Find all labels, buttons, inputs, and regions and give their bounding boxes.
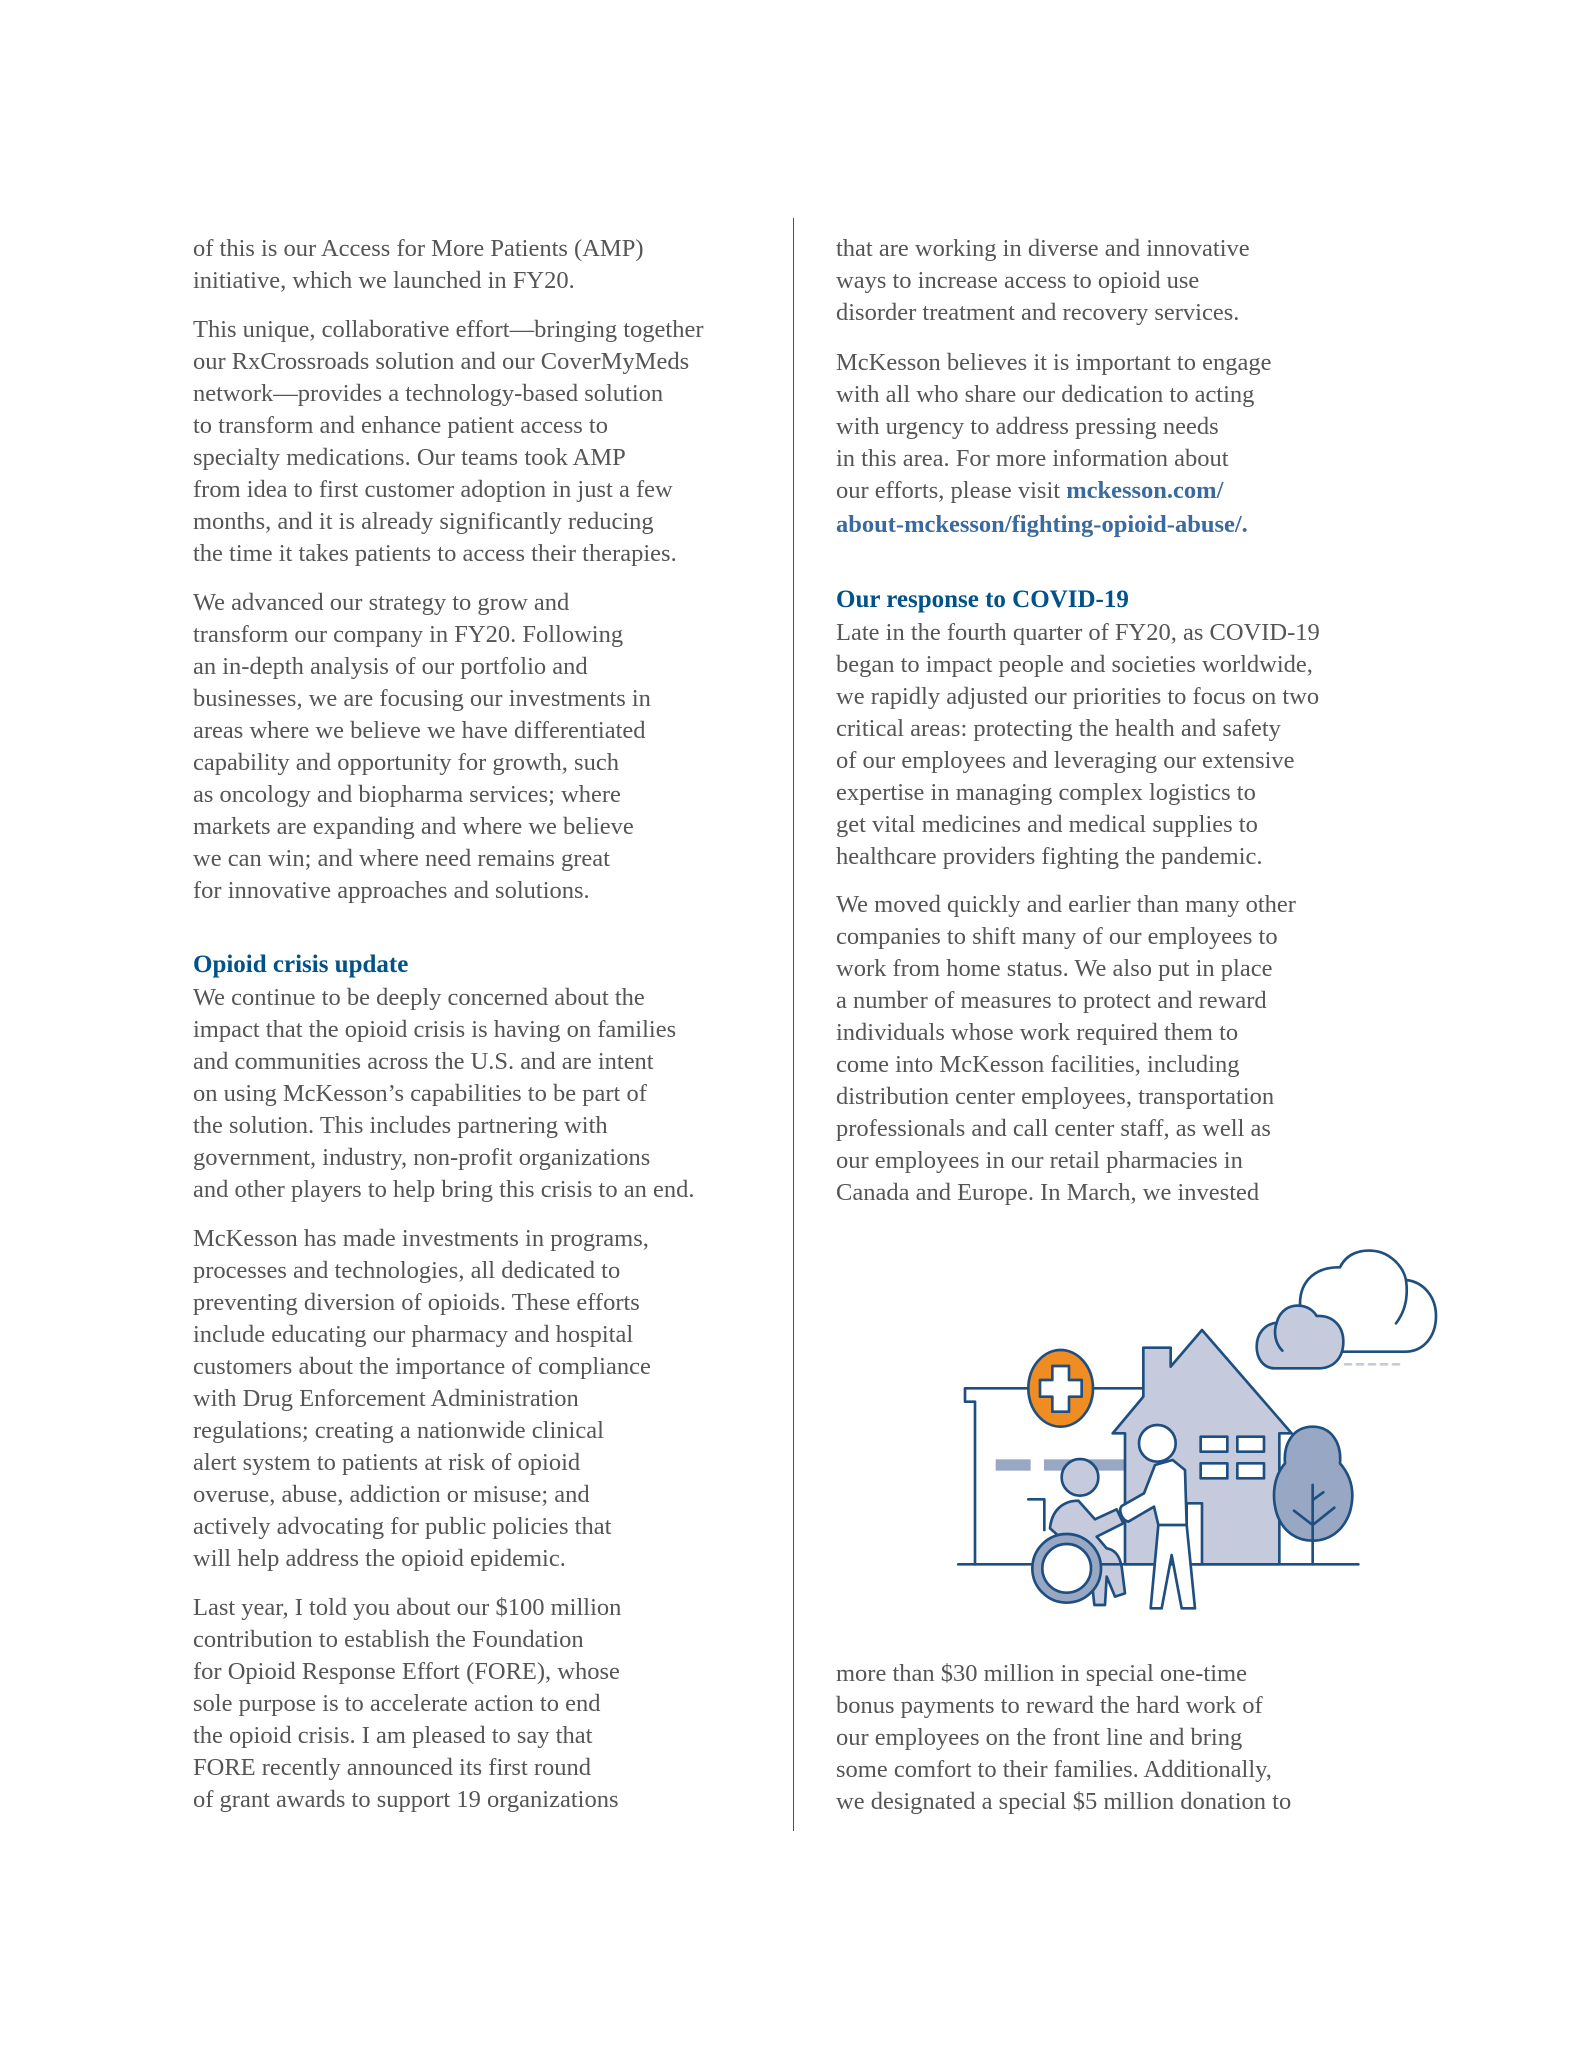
- text-line: individuals whose work required them to: [836, 1019, 1239, 1046]
- text-line: our RxCrossroads solution and our CoverMyMeds: [193, 348, 690, 375]
- text-line: bonus payments to reward the hard work of: [836, 1692, 1263, 1719]
- text-line: distribution center employees, transportation: [836, 1083, 1275, 1110]
- paragraph-fore-continued: [836, 233, 1250, 329]
- text-line: to transform and enhance patient access to: [193, 412, 608, 439]
- text-line: more than $30 million in special one-time: [836, 1660, 1247, 1687]
- heading-opioid-crisis: Opioid crisis update: [193, 951, 409, 978]
- text-line: Canada and Europe. In March, we invested: [836, 1179, 1260, 1206]
- text-line: from idea to first customer adoption in just a few: [193, 476, 673, 503]
- text-line: work from home status. We also put in place: [836, 955, 1273, 982]
- text-line: capability and opportunity for growth, such: [193, 749, 619, 776]
- text-line: and communities across the U.S. and are intent: [193, 1048, 654, 1075]
- text-line: for Opioid Response Effort (FORE), whose: [193, 1658, 620, 1685]
- text-line: businesses, we are focusing our investments in: [193, 685, 651, 712]
- text-line: alert system to patients at risk of opioid: [193, 1449, 581, 1476]
- text-line: McKesson has made investments in programs,: [193, 1225, 649, 1252]
- text-line: preventing diversion of opioids. These efforts: [193, 1289, 640, 1316]
- paragraph-covid-measures: [836, 889, 1296, 1209]
- text-line: Last year, I told you about our $100 million: [193, 1594, 622, 1621]
- text-line: areas where we believe we have differentiated: [193, 717, 646, 744]
- text-line: This unique, collaborative effort—bringing together: [193, 316, 704, 343]
- text-line: that are working in diverse and innovative: [836, 235, 1250, 262]
- text-line: our employees in our retail pharmacies in: [836, 1147, 1243, 1174]
- text-line: We advanced our strategy to grow and: [193, 589, 570, 616]
- text-line: FORE recently announced its first round: [193, 1754, 592, 1781]
- text-line: McKesson believes it is important to engage: [836, 349, 1272, 376]
- text-line: of our employees and leveraging our extensive: [836, 747, 1295, 774]
- text-line: some comfort to their families. Additionally,: [836, 1756, 1272, 1783]
- text-line: impact that the opioid crisis is having on families: [193, 1016, 677, 1043]
- text-line: we designated a special $5 million donation to: [836, 1788, 1292, 1815]
- text-line: come into McKesson facilities, including: [836, 1051, 1240, 1078]
- paragraph-engage: [836, 347, 1271, 541]
- text-line: network—provides a technology-based solution: [193, 380, 664, 407]
- text-line: specialty medications. Our teams took AMP: [193, 444, 626, 471]
- text-line: months, and it is already significantly reducing: [193, 508, 654, 535]
- text-line: with Drug Enforcement Administration: [193, 1385, 579, 1412]
- text-line: expertise in managing complex logistics to: [836, 779, 1256, 806]
- text-line: overuse, abuse, addiction or misuse; and: [193, 1481, 590, 1508]
- text-line: our employees on the front line and bring: [836, 1724, 1243, 1751]
- text-line: for innovative approaches and solutions.: [193, 877, 590, 904]
- text-line: include educating our pharmacy and hospital: [193, 1321, 634, 1348]
- paragraph-covid-priorities: [836, 617, 1320, 873]
- wheelchair-icon: [1037, 1539, 1096, 1598]
- opioid-link-part2[interactable]: about-mckesson/fighting-opioid-abuse/.: [836, 511, 1248, 538]
- paragraph-bonus-payments: [836, 1658, 1291, 1818]
- text-line: of this is our Access for More Patients (AMP): [193, 235, 644, 262]
- text-line: get vital medicines and medical supplies to: [836, 811, 1258, 838]
- text-line: markets are expanding and where we believe: [193, 813, 634, 840]
- text-line: began to impact people and societies worldwide,: [836, 651, 1313, 678]
- text-line: the solution. This includes partnering with: [193, 1112, 608, 1139]
- text-line: We moved quickly and earlier than many other: [836, 891, 1296, 918]
- column-divider: [793, 218, 794, 1831]
- paragraph-strategy: [193, 587, 651, 907]
- text-line: in this area. For more information about: [836, 445, 1229, 472]
- text-line: customers about the importance of compliance: [193, 1353, 651, 1380]
- text-line: critical areas: protecting the health and safety: [836, 715, 1281, 742]
- text-line: the opioid crisis. I am pleased to say that: [193, 1722, 593, 1749]
- text-line: will help address the opioid epidemic.: [193, 1545, 566, 1572]
- paragraph-amp-description: [193, 314, 704, 570]
- text-line: professionals and call center staff, as well as: [836, 1115, 1271, 1142]
- text-line: the time it takes patients to access their therapies.: [193, 540, 677, 567]
- text-line: healthcare providers fighting the pandemic.: [836, 843, 1263, 870]
- text-line: as oncology and biopharma services; where: [193, 781, 621, 808]
- text-line: with urgency to address pressing needs: [836, 413, 1219, 440]
- heading-covid-response: Our response to COVID-19: [836, 586, 1129, 613]
- engage-prefix: our efforts, please visit: [836, 477, 1067, 504]
- text-line: transform our company in FY20. Following: [193, 621, 624, 648]
- paragraph-opioid-investments: [193, 1223, 651, 1575]
- text-line: with all who share our dedication to acting: [836, 381, 1255, 408]
- paragraph-fore: [193, 1592, 621, 1816]
- text-line: regulations; creating a nationwide clinical: [193, 1417, 604, 1444]
- text-line: a number of measures to protect and reward: [836, 987, 1267, 1014]
- text-line: on using McKesson’s capabilities to be part of: [193, 1080, 647, 1107]
- text-line: ways to increase access to opioid use: [836, 267, 1200, 294]
- text-line: companies to shift many of our employees to: [836, 923, 1278, 950]
- text-line: We continue to be deeply concerned about the: [193, 984, 645, 1011]
- text-line: sole purpose is to accelerate action to end: [193, 1690, 601, 1717]
- paragraph-amp-intro: [193, 233, 643, 297]
- text-line: contribution to establish the Foundation: [193, 1626, 584, 1653]
- text-line: initiative, which we launched in FY20.: [193, 267, 575, 294]
- community-health-illustration: [940, 1230, 1540, 1630]
- text-line: Late in the fourth quarter of FY20, as COVID-19: [836, 619, 1320, 646]
- text-line: and other players to help bring this crisis to an end.: [193, 1176, 695, 1203]
- engage-last-line: [836, 475, 1271, 507]
- text-line: processes and technologies, all dedicated to: [193, 1257, 621, 1284]
- text-line: government, industry, non-profit organizations: [193, 1144, 651, 1171]
- text-line: an in-depth analysis of our portfolio and: [193, 653, 588, 680]
- paragraph-opioid-concern: [193, 982, 694, 1206]
- engage-lines: [836, 347, 1271, 475]
- text-line: of grant awards to support 19 organizations: [193, 1786, 619, 1813]
- text-line: disorder treatment and recovery services.: [836, 299, 1240, 326]
- text-line: actively advocating for public policies that: [193, 1513, 612, 1540]
- text-line: we can win; and where need remains great: [193, 845, 610, 872]
- text-line: we rapidly adjusted our priorities to focus on two: [836, 683, 1320, 710]
- opioid-link-part1[interactable]: mckesson.com/: [1066, 477, 1224, 504]
